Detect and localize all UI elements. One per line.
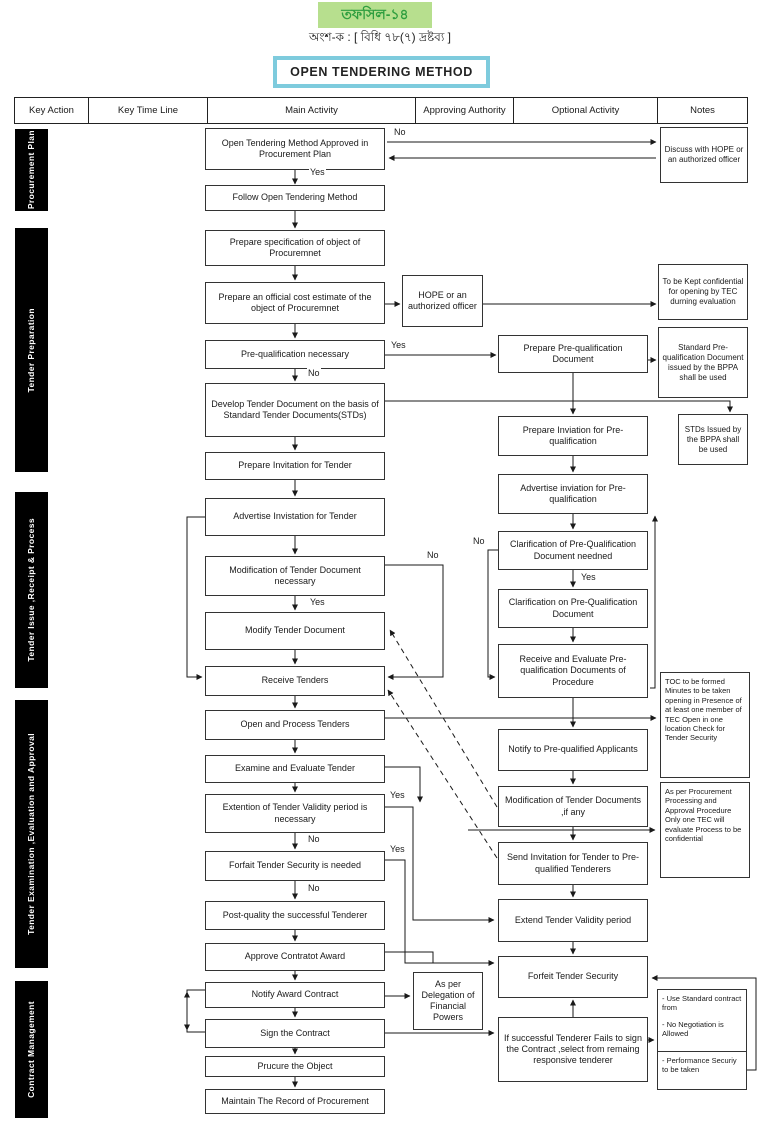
decision-label-yes: Yes [581, 572, 596, 582]
optional-tenderer-fails: If successful Tenderer Fails to sign the Contract ,select from remaing responsive tenderer [498, 1017, 648, 1082]
note-performance-security [658, 1052, 746, 1078]
decision-label-no: No [427, 550, 439, 560]
main-activity-post-qualify: Post-quality the successful Tenderer [205, 901, 385, 930]
note-performance-security-text: - Performance Securiy to be taken [662, 1056, 737, 1074]
note-stds-issued: STDs Issued by the BPPA shall be used [678, 414, 748, 465]
optional-forfeit-security: Forfeit Tender Security [498, 956, 648, 998]
approving-authority-hope: HOPE or an authorized officer [402, 275, 483, 327]
optional-advertise-invitation-pq: Advertise inviation for Pre-qualification [498, 474, 648, 514]
decision-label-no: No [473, 536, 485, 546]
main-activity-approve-award: Approve Contratot Award [205, 943, 385, 971]
decision-label-yes: Yes [310, 167, 325, 177]
note-discuss-hope: Discuss with HOPE or an authorized officer [660, 127, 748, 183]
note-contract-rules-top [658, 990, 746, 1052]
phase-bar-tender-preparation [15, 228, 48, 472]
note-toc-formed: TOC to be formed Minutes to be taken opening in Presence of at least one member of TEC Open in one location Check for Tender Security [660, 672, 750, 778]
column-header-main-activity: Main Activity [207, 97, 416, 124]
main-activity-prepare-spec: Prepare specification of object of Procuremnet [205, 230, 385, 266]
decision-label-yes: Yes [390, 790, 405, 800]
note-no-negotiation: - No Negotiation is Allowed [662, 1020, 724, 1038]
main-activity-advertise-invitation: Advertise Invistation for Tender [205, 498, 385, 536]
main-activity-cost-estimate: Prepare an official cost estimate of the object of Procuremnet [205, 282, 385, 324]
note-kept-confidential: To be Kept confidential for opening by TEC durning evaluation [658, 264, 748, 320]
optional-prepare-invitation-pq: Prepare Inviation for Pre-qualification [498, 416, 648, 456]
note-contract-rules [657, 989, 747, 1090]
decision-label-no: No [308, 883, 320, 893]
optional-send-invitation-pq: Send Invitation for Tender to Pre-qualified Tenderers [498, 842, 648, 885]
main-activity-examine-evaluate: Examine and Evaluate Tender [205, 755, 385, 783]
decision-label-no: No [308, 368, 320, 378]
phase-bar-contract-management [15, 981, 48, 1118]
main-activity-forfeit-needed: Forfait Tender Security is needed [205, 851, 385, 881]
column-header-notes: Notes [657, 97, 748, 124]
note-as-per-procurement: As per Procurement Processing and Approval Procedure Only one TEC will evaluate Process to be confidential [660, 782, 750, 878]
main-activity-maintain-record: Maintain The Record of Procurement [205, 1089, 385, 1114]
decision-label-no: No [394, 127, 406, 137]
main-activity-follow-otm: Follow Open Tendering Method [205, 185, 385, 211]
schedule-label: তফসিল-১৪ [318, 2, 432, 28]
main-activity-prepare-invitation: Prepare Invitation for Tender [205, 452, 385, 480]
note-standard-prequal: Standard Pre-qualification Document issued by the BPPA shall be used [658, 327, 748, 398]
phase-bar-tender-examination [15, 700, 48, 968]
main-activity-notify-award: Notify Award Contract [205, 982, 385, 1008]
optional-notify-prequalified: Notify to Pre-qualified Applicants [498, 729, 648, 771]
phase-bar-tender-issue [15, 492, 48, 688]
optional-clarification-on-pq: Clarification on Pre-Qualification Document [498, 589, 648, 628]
column-header-approving-authority: Approving Authority [415, 97, 514, 124]
main-activity-receive-tenders: Receive Tenders [205, 666, 385, 696]
optional-clarification-needed: Clarification of Pre-Qualification Document needned [498, 531, 648, 570]
main-activity-extension-validity: Extention of Tender Validity period is necessary [205, 794, 385, 833]
decision-label-yes: Yes [390, 844, 405, 854]
approving-authority-delegation: As per Delegation of Financial Powers [413, 972, 483, 1030]
optional-receive-evaluate-pq: Receive and Evaluate Pre-qualification Documents of Procedure [498, 644, 648, 698]
column-header-key-action: Key Action [14, 97, 89, 124]
phase-label: Procurement Plan [25, 130, 36, 210]
column-header-optional-activity: Optional Activity [513, 97, 658, 124]
main-activity-otm-approved: Open Tendering Method Approved in Procurement Plan [205, 128, 385, 170]
optional-modification-tender-docs: Modification of Tender Documents ,if any [498, 786, 648, 827]
phase-label: Contract Management [25, 1001, 36, 1098]
decision-label-yes: Yes [391, 340, 406, 350]
main-activity-sign-contract: Sign the Contract [205, 1019, 385, 1048]
part-label: অংশ-ক : [ বিধি ৭৮(৭) দ্রষ্টব্য ] [308, 30, 452, 44]
decision-label-yes: Yes [310, 597, 325, 607]
phase-label: Tender Preparation [25, 307, 36, 393]
main-activity-modify-tender-doc: Modify Tender Document [205, 612, 385, 650]
main-activity-prequal-necessary: Pre-qualification necessary [205, 340, 385, 369]
main-activity-procure-object: Prucure the Object [205, 1056, 385, 1077]
main-activity-modification-necessary: Modification of Tender Document necessary [205, 556, 385, 596]
page-title: OPEN TENDERING METHOD [273, 56, 490, 88]
optional-extend-validity: Extend Tender Validity period [498, 899, 648, 942]
main-activity-open-process-tenders: Open and Process Tenders [205, 710, 385, 740]
phase-bar-procurement-plan [15, 129, 48, 211]
decision-label-no: No [308, 834, 320, 844]
phase-label: Tender Examination ,Evaluation and Approval [25, 733, 36, 935]
main-activity-develop-tender-doc: Develop Tender Document on the basis of Standard Tender Documents(STDs) [205, 383, 385, 437]
column-header-key-time-line: Key Time Line [88, 97, 208, 124]
note-use-standard-contract: - Use Standard contract from [662, 994, 742, 1012]
phase-label: Tender Issue ,Receipt & Process [25, 518, 36, 662]
optional-prepare-prequal-doc: Prepare Pre-qualification Document [498, 335, 648, 373]
